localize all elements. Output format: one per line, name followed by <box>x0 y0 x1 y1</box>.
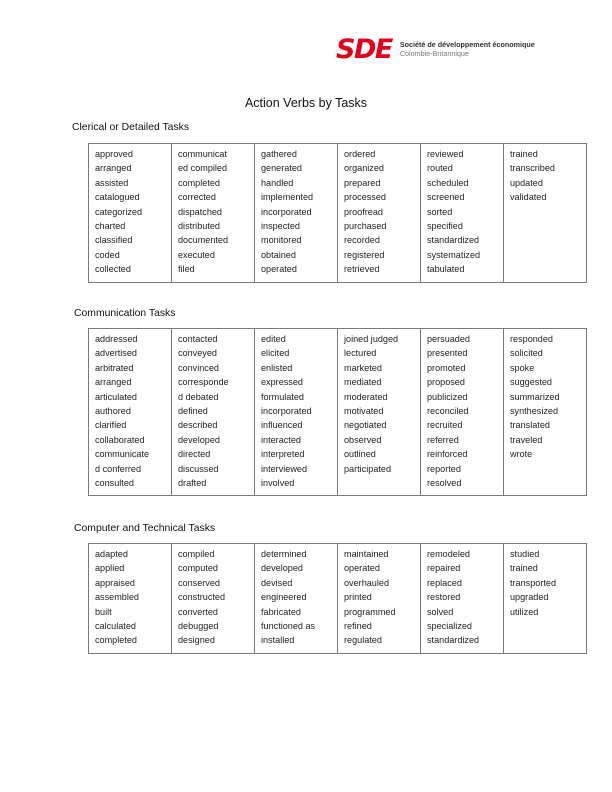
action-verb: validated <box>510 192 547 203</box>
action-verb: participated <box>344 463 392 474</box>
action-verb: refined <box>344 621 372 632</box>
action-verb: interacted <box>261 434 301 445</box>
action-verb: installed <box>261 635 295 646</box>
action-verb: restored <box>427 592 461 603</box>
action-verb: lectured <box>344 348 377 359</box>
action-verb: specialized <box>427 621 472 632</box>
section-heading-computer-technical: Computer and Technical Tasks <box>74 523 216 534</box>
verb-table-computer-technical <box>88 543 587 654</box>
verb-column <box>172 144 255 283</box>
action-verb: registered <box>344 249 385 260</box>
action-verb: d debated <box>178 391 219 402</box>
action-verb: ed compiled <box>178 163 228 174</box>
action-verb: solicited <box>510 348 543 359</box>
action-verb: prepared <box>344 177 381 188</box>
action-verb: edited <box>261 334 286 344</box>
sde-logo <box>336 36 535 64</box>
action-verb: documented <box>178 235 229 246</box>
action-verb: reviewed <box>427 149 464 159</box>
action-verb: advertised <box>95 348 137 359</box>
action-verb: sorted <box>427 206 453 217</box>
action-verb: systematized <box>427 249 481 260</box>
action-verb: utilized <box>510 606 539 617</box>
action-verb: devised <box>261 577 293 588</box>
action-verb: negotiated <box>344 420 387 431</box>
action-verb: determined <box>261 549 307 559</box>
verb-column <box>338 144 421 283</box>
action-verb: translated <box>510 420 550 431</box>
action-verb: functioned as <box>261 621 316 632</box>
action-verb: computed <box>178 563 218 574</box>
verb-column <box>338 329 421 496</box>
verb-column <box>338 544 421 654</box>
action-verb: specified <box>427 221 463 232</box>
action-verb: wrote <box>510 449 533 460</box>
action-verb: built <box>95 606 112 617</box>
section-heading-clerical: Clerical or Detailed Tasks <box>72 122 190 133</box>
action-verb: expressed <box>261 377 303 388</box>
action-verb: communicate <box>95 449 150 460</box>
verb-column <box>421 544 504 654</box>
action-verb: fabricated <box>261 606 301 617</box>
verb-table-communication <box>88 328 587 496</box>
action-verb: standardized <box>427 635 480 646</box>
action-verb: promoted <box>427 362 466 373</box>
verb-column <box>172 544 255 654</box>
action-verb: referred <box>427 434 459 445</box>
action-verb: scheduled <box>427 177 469 188</box>
action-verb: printed <box>344 592 372 603</box>
action-verb: reinforced <box>427 449 468 460</box>
action-verb: completed <box>178 177 220 188</box>
verb-column <box>421 329 504 496</box>
action-verb: articulated <box>95 391 137 402</box>
action-verb: adapted <box>95 549 128 559</box>
verb-column <box>504 544 587 654</box>
action-verb: contacted <box>178 334 218 344</box>
action-verb: completed <box>95 635 137 646</box>
table-row <box>89 544 587 654</box>
action-verb: authored <box>95 406 131 417</box>
action-verb: charted <box>95 221 126 232</box>
action-verb: resolved <box>427 478 462 489</box>
action-verb: debugged <box>178 621 219 632</box>
action-verb: regulated <box>344 635 382 646</box>
verb-column <box>172 329 255 496</box>
action-verb: collected <box>95 264 131 275</box>
action-verb: interpreted <box>261 449 305 460</box>
action-verb: replaced <box>427 577 462 588</box>
action-verb: gathered <box>261 149 297 159</box>
action-verb: repaired <box>427 563 461 574</box>
action-verb: approved <box>95 149 133 159</box>
action-verb: involved <box>261 478 295 489</box>
action-verb: developed <box>178 434 220 445</box>
action-verb: tabulated <box>427 264 465 275</box>
action-verb: outlined <box>344 449 376 460</box>
action-verb: consulted <box>95 478 134 489</box>
verb-column <box>255 144 338 283</box>
action-verb: constructed <box>178 592 226 603</box>
action-verb: synthesized <box>510 406 559 417</box>
action-verb: catalogued <box>95 192 140 203</box>
action-verb: assisted <box>95 177 129 188</box>
action-verb: conveyed <box>178 348 217 359</box>
action-verb: operated <box>344 563 380 574</box>
action-verb: arranged <box>95 163 132 174</box>
action-verb: observed <box>344 434 382 445</box>
action-verb: categorized <box>95 206 143 217</box>
verb-column <box>504 329 587 496</box>
action-verb: communicat <box>178 149 228 159</box>
action-verb: implemented <box>261 192 314 203</box>
action-verb: obtained <box>261 249 296 260</box>
verb-column <box>89 544 172 654</box>
verb-column <box>255 544 338 654</box>
verb-column <box>255 329 338 496</box>
action-verb: addressed <box>95 334 138 344</box>
action-verb: influenced <box>261 420 303 431</box>
action-verb: publicized <box>427 391 468 402</box>
action-verb: programmed <box>344 606 396 617</box>
action-verb: transcribed <box>510 163 555 174</box>
action-verb: summarized <box>510 391 560 402</box>
verb-column <box>421 144 504 283</box>
action-verb: coded <box>95 249 120 260</box>
action-verb: proposed <box>427 377 465 388</box>
action-verb: routed <box>427 163 453 174</box>
action-verb: updated <box>510 177 543 188</box>
table-row <box>89 144 587 283</box>
action-verb: designed <box>178 635 215 646</box>
action-verb: traveled <box>510 434 543 445</box>
action-verb: corrected <box>178 192 216 203</box>
action-verb: discussed <box>178 463 219 474</box>
action-verb: remodeled <box>427 549 470 559</box>
action-verb: convinced <box>178 362 219 373</box>
verb-column <box>89 144 172 283</box>
action-verb: upgraded <box>510 592 549 603</box>
action-verb: appraised <box>95 577 135 588</box>
action-verb: spoke <box>510 362 535 373</box>
action-verb: interviewed <box>261 463 307 474</box>
action-verb: classified <box>95 235 133 246</box>
action-verb: trained <box>510 149 538 159</box>
action-verb: converted <box>178 606 218 617</box>
action-verb: retrieved <box>344 264 380 275</box>
action-verb: incorporated <box>261 406 312 417</box>
action-verb: dispatched <box>178 206 222 217</box>
logo-line-2: Colombie-Britannique <box>399 49 469 58</box>
action-verb: filed <box>178 264 195 275</box>
action-verb: enlisted <box>261 362 293 373</box>
action-verb: solved <box>427 606 454 617</box>
action-verb: engineered <box>261 592 307 603</box>
action-verb: presented <box>427 348 468 359</box>
action-verb: recorded <box>344 235 380 246</box>
action-verb: collaborated <box>95 434 145 445</box>
action-verb: standardized <box>427 235 480 246</box>
action-verb: assembled <box>95 592 139 603</box>
action-verb: overhauled <box>344 577 389 588</box>
action-verb: directed <box>178 449 211 460</box>
action-verb: drafted <box>178 478 207 489</box>
action-verb: joined judged <box>344 334 399 344</box>
action-verb: corresponde <box>178 377 229 388</box>
action-verb: inspected <box>261 221 300 232</box>
action-verb: arranged <box>95 377 132 388</box>
page-title: Action Verbs by Tasks <box>244 96 368 110</box>
action-verb: described <box>178 420 218 431</box>
action-verb: organized <box>344 163 384 174</box>
action-verb: handled <box>261 177 294 188</box>
action-verb: marketed <box>344 362 382 373</box>
action-verb: trained <box>510 563 538 574</box>
action-verb: studied <box>510 549 540 559</box>
table-row <box>89 329 587 496</box>
action-verb: suggested <box>510 377 552 388</box>
action-verb: transported <box>510 577 557 588</box>
action-verb: elicited <box>261 348 290 359</box>
action-verb: proofread <box>344 206 383 217</box>
action-verb: operated <box>261 264 297 275</box>
action-verb: incorporated <box>261 206 312 217</box>
logo-text <box>400 41 535 58</box>
action-verb: defined <box>178 406 208 417</box>
verb-table-clerical <box>88 143 587 283</box>
action-verb: screened <box>427 192 465 203</box>
action-verb: generated <box>261 163 302 174</box>
action-verb: moderated <box>344 391 388 402</box>
action-verb: reported <box>427 463 461 474</box>
action-verb: compiled <box>178 549 215 559</box>
action-verb: mediated <box>344 377 382 388</box>
action-verb: motivated <box>344 406 384 417</box>
action-verb: d conferred <box>95 463 142 474</box>
action-verb: clarified <box>95 420 127 431</box>
action-verb: executed <box>178 249 215 260</box>
action-verb: developed <box>261 563 303 574</box>
action-verb: responded <box>510 334 553 344</box>
action-verb: maintained <box>344 549 389 559</box>
action-verb: arbitrated <box>95 362 134 373</box>
action-verb: monitored <box>261 235 302 246</box>
section-heading-communication: Communication Tasks <box>74 308 176 319</box>
action-verb: distributed <box>178 221 220 232</box>
action-verb: processed <box>344 192 386 203</box>
action-verb: calculated <box>95 621 136 632</box>
action-verb: applied <box>95 563 125 574</box>
action-verb: purchased <box>344 221 387 232</box>
verb-column <box>504 144 587 283</box>
action-verb: conserved <box>178 577 220 588</box>
logo-line-1: Société de développement économique <box>399 40 535 50</box>
action-verb: recruited <box>427 420 463 431</box>
action-verb: formulated <box>261 391 304 402</box>
action-verb: ordered <box>344 149 376 159</box>
verb-column <box>89 329 172 496</box>
action-verb: reconciled <box>427 406 469 417</box>
logo-mark: SDE <box>336 34 392 65</box>
action-verb: persuaded <box>427 334 470 344</box>
